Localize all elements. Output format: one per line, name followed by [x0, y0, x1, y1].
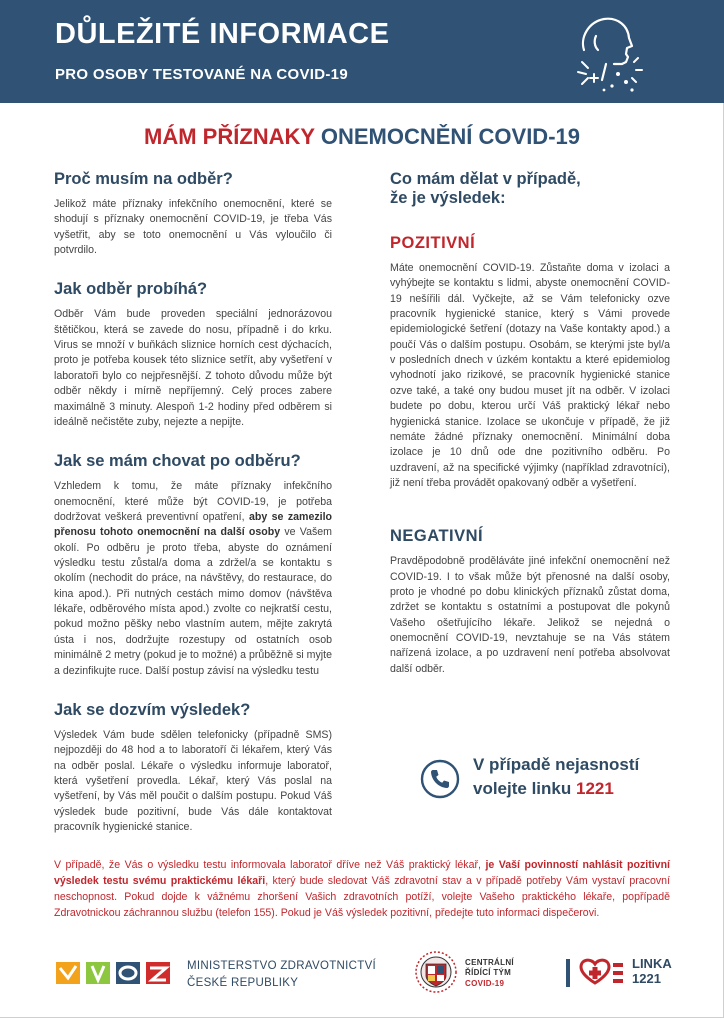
crt-emblem-icon	[414, 950, 458, 994]
behave-text-c: ve Vašem okolí. Po odběru je proto třeba, abyste do oznámení výsledku testu zůstal/a doma a zdržel/a se kontaktu s okolím (nechodit do práce, na návštěvy, do restaurace, do kina apod.). Při nutných cestách mimo domov (návštěva lékaře, odběrového místa apod.) zvolte co nejkratší cestu, pokud možno pěšky nebo vlastním autem, mějte zakrytá ústa i nos, dodržujte rozestupy od ostatních osob minimálně 2 metry (pokud je to možné) a průběžně si myjte a dezinfikujte ruce. Další postup závisí na výsledku testu	[54, 526, 332, 677]
hotline-line2	[473, 779, 614, 799]
header-banner	[0, 0, 724, 103]
negative-heading: NEGATIVNÍ	[390, 527, 484, 546]
linka-line1: LINKA	[632, 956, 672, 971]
linka-name	[632, 957, 672, 987]
section-text-how: Odběr Vám bude proveden speciální jednorázovou štětičkou, která se zavede do nosu, případně i do krku. Virus se množí v buňkách sliznice horních cest dýchacích, proto je potřeba kousek této sliznice setřít, aby vyšetření v laboratoři bylo co nejpřesnější. Z tohoto důvodu může být odběr někdy i mírně nepříjemný. Celý proces zabere maximálně 3 minuty. Alespoň 1-2 hodiny před odběrem si ideálně nečistěte zuby, nejezte a nepijte.	[54, 308, 332, 428]
section-heading-how: Jak odběr probíhá?	[54, 280, 208, 299]
ministry-name	[187, 958, 376, 991]
results-heading	[390, 170, 670, 208]
section-heading-result: Jak se dozvím výsledek?	[54, 700, 251, 719]
results-heading-line2: že je výsledek:	[390, 188, 506, 207]
linka-logo-icon	[565, 957, 625, 989]
crt-line1: CENTRÁLNÍ	[465, 958, 514, 967]
section-heading-behave: Jak se mám chovat po odběru?	[54, 452, 301, 471]
crt-name	[465, 958, 514, 989]
section-heading-why: Proč musím na odběr?	[54, 170, 233, 188]
ministry-logo-icon	[54, 958, 176, 986]
footer-note-a: V případě, že Vás o výsledku testu informovala laboratoř dříve než Váš praktický lékař,	[54, 859, 486, 871]
positive-heading: POZITIVNÍ	[390, 233, 476, 252]
linka-line2: 1221	[632, 970, 661, 986]
left-column	[54, 170, 332, 835]
footer-note-bold: je Vaší povinností nahlásit pozitivní výsledek testu svému praktickému lékaři	[54, 859, 670, 887]
section-text-result: Výsledek Vám bude sdělen telefonicky (případně SMS) nejpozději do 48 hod a to laboratoří či lékařem, který Vás na odběr poslal. Lékaře o výsledku informuje laboratoř, která vyšetření provedla. Lékař, který Vás poslal na vyšetření, by Vás měl poučit o dalším postupu. Pokud Váš výsledek bude pozitivní, bude Vás dále kontaktovat pracovník hygienické stanice.	[54, 728, 332, 834]
hotline-number: 1221	[575, 779, 614, 798]
main-title-blue: ONEMOCNĚNÍ COVID-19	[320, 124, 580, 149]
main-title	[0, 124, 724, 150]
crt-line2: ŘÍDÍCÍ TÝM	[465, 968, 512, 978]
footer-note-c: , který bude sledovat Váš zdravotní stav a v případě potřeby Vám vystaví pracovní neschopnost. Pokud dojde k vážnému zhoršení Vašich zdravotních potíží, volejte Vašeho praktického lékaře, popřípadě Zdravotnickou záchrannou službu (telefon 155). Pokud je Váš výsledek pozitivní, předejte tuto informaci dispečerovi.	[54, 874, 671, 919]
crt-line3: COVID-19	[465, 978, 505, 988]
sneezing-person-icon	[574, 10, 644, 94]
hotline-box	[420, 753, 680, 813]
positive-text: Máte onemocnění COVID-19. Zůstaňte doma v izolaci a vyhýbejte se kontaktu s lidmi, abyste onemocnění COVID-19 nešířili dál. Vyčkejte, až se Vám telefonicky ozve pracovník hygienické stanice, který s Vámi provede epidemiologické šetření (dotazy na Vaše kontakty apod.) a poučí Vás o dalším postupu. Osobám, se kterými jste byl/a v posledních dnech v úzkém kontaktu a které epidemiolog vyhodnotí jako rizikové, se pracovník hygienické stanice ozve také, a také ony budou muset jít na odběr. V izolaci budete po dobu, kterou určí Váš praktický lékař nebo hygienická stanice. Izolace se ukončuje v případě, že již nemáte žádné příznaky onemocnění. Minimální doba izolace je 10 dnů ode dne pozitivního odběru. Po uzdravení, až na specifické výjimky (například zdravotníci), již není třeba provádět opakovaný odběr a vyšetření.	[390, 261, 670, 489]
negative-text: Pravděpodobně proděláváte jiné infekční onemocnění než COVID-19. I to však může být přenosné na další osoby, proto je vhodné po dobu klinických příznaků zůstat doma, zdržet se kontaktu s ostatními a postupovat dle pokynů Vašeho ošetřujícího lékaře. Jelikož se nejedná o onemocnění COVID-19, nevztahuje se na Vás státem nařízená izolace, a po uzdravení není potřeba absolvovat další odběr.	[390, 555, 670, 675]
hotline-line1: V případě nejasností	[473, 755, 640, 774]
section-text-why: Jelikož máte příznaky infekčního onemocnění, které se shodují s příznaky onemocnění COVID-19, je třeba Vás vyšetřit, aby se toto onemocnění u Vás vyloučilo či potvrdilo.	[54, 197, 332, 257]
footer-note	[54, 858, 670, 922]
ministry-line2: ČESKÉ REPUBLIKY	[187, 976, 299, 989]
logos-bar	[54, 950, 674, 1000]
behave-text-a: Vzhledem k tomu, že máte příznaky infekčního onemocnění, které může být COVID-19, je potřeba dodržovat veškerá preventivní opatření,	[54, 480, 332, 523]
header-title: DŮLEŽITÉ INFORMACE	[55, 18, 390, 50]
header-subtitle: PRO OSOBY TESTOVANÉ NA COVID-19	[55, 66, 348, 83]
phone-icon	[420, 759, 460, 799]
section-text-behave	[54, 479, 332, 679]
right-column	[390, 170, 670, 677]
results-heading-line1: Co mám dělat v případě,	[390, 170, 581, 188]
hotline-prefix: volejte linku	[473, 779, 572, 798]
ministry-line1: MINISTERSTVO ZDRAVOTNICTVÍ	[187, 960, 377, 972]
behave-text-bold: aby se zamezilo přenosu tohoto onemocnění na další osoby	[54, 510, 332, 539]
main-title-red: MÁM PŘÍZNAKY	[144, 124, 315, 149]
